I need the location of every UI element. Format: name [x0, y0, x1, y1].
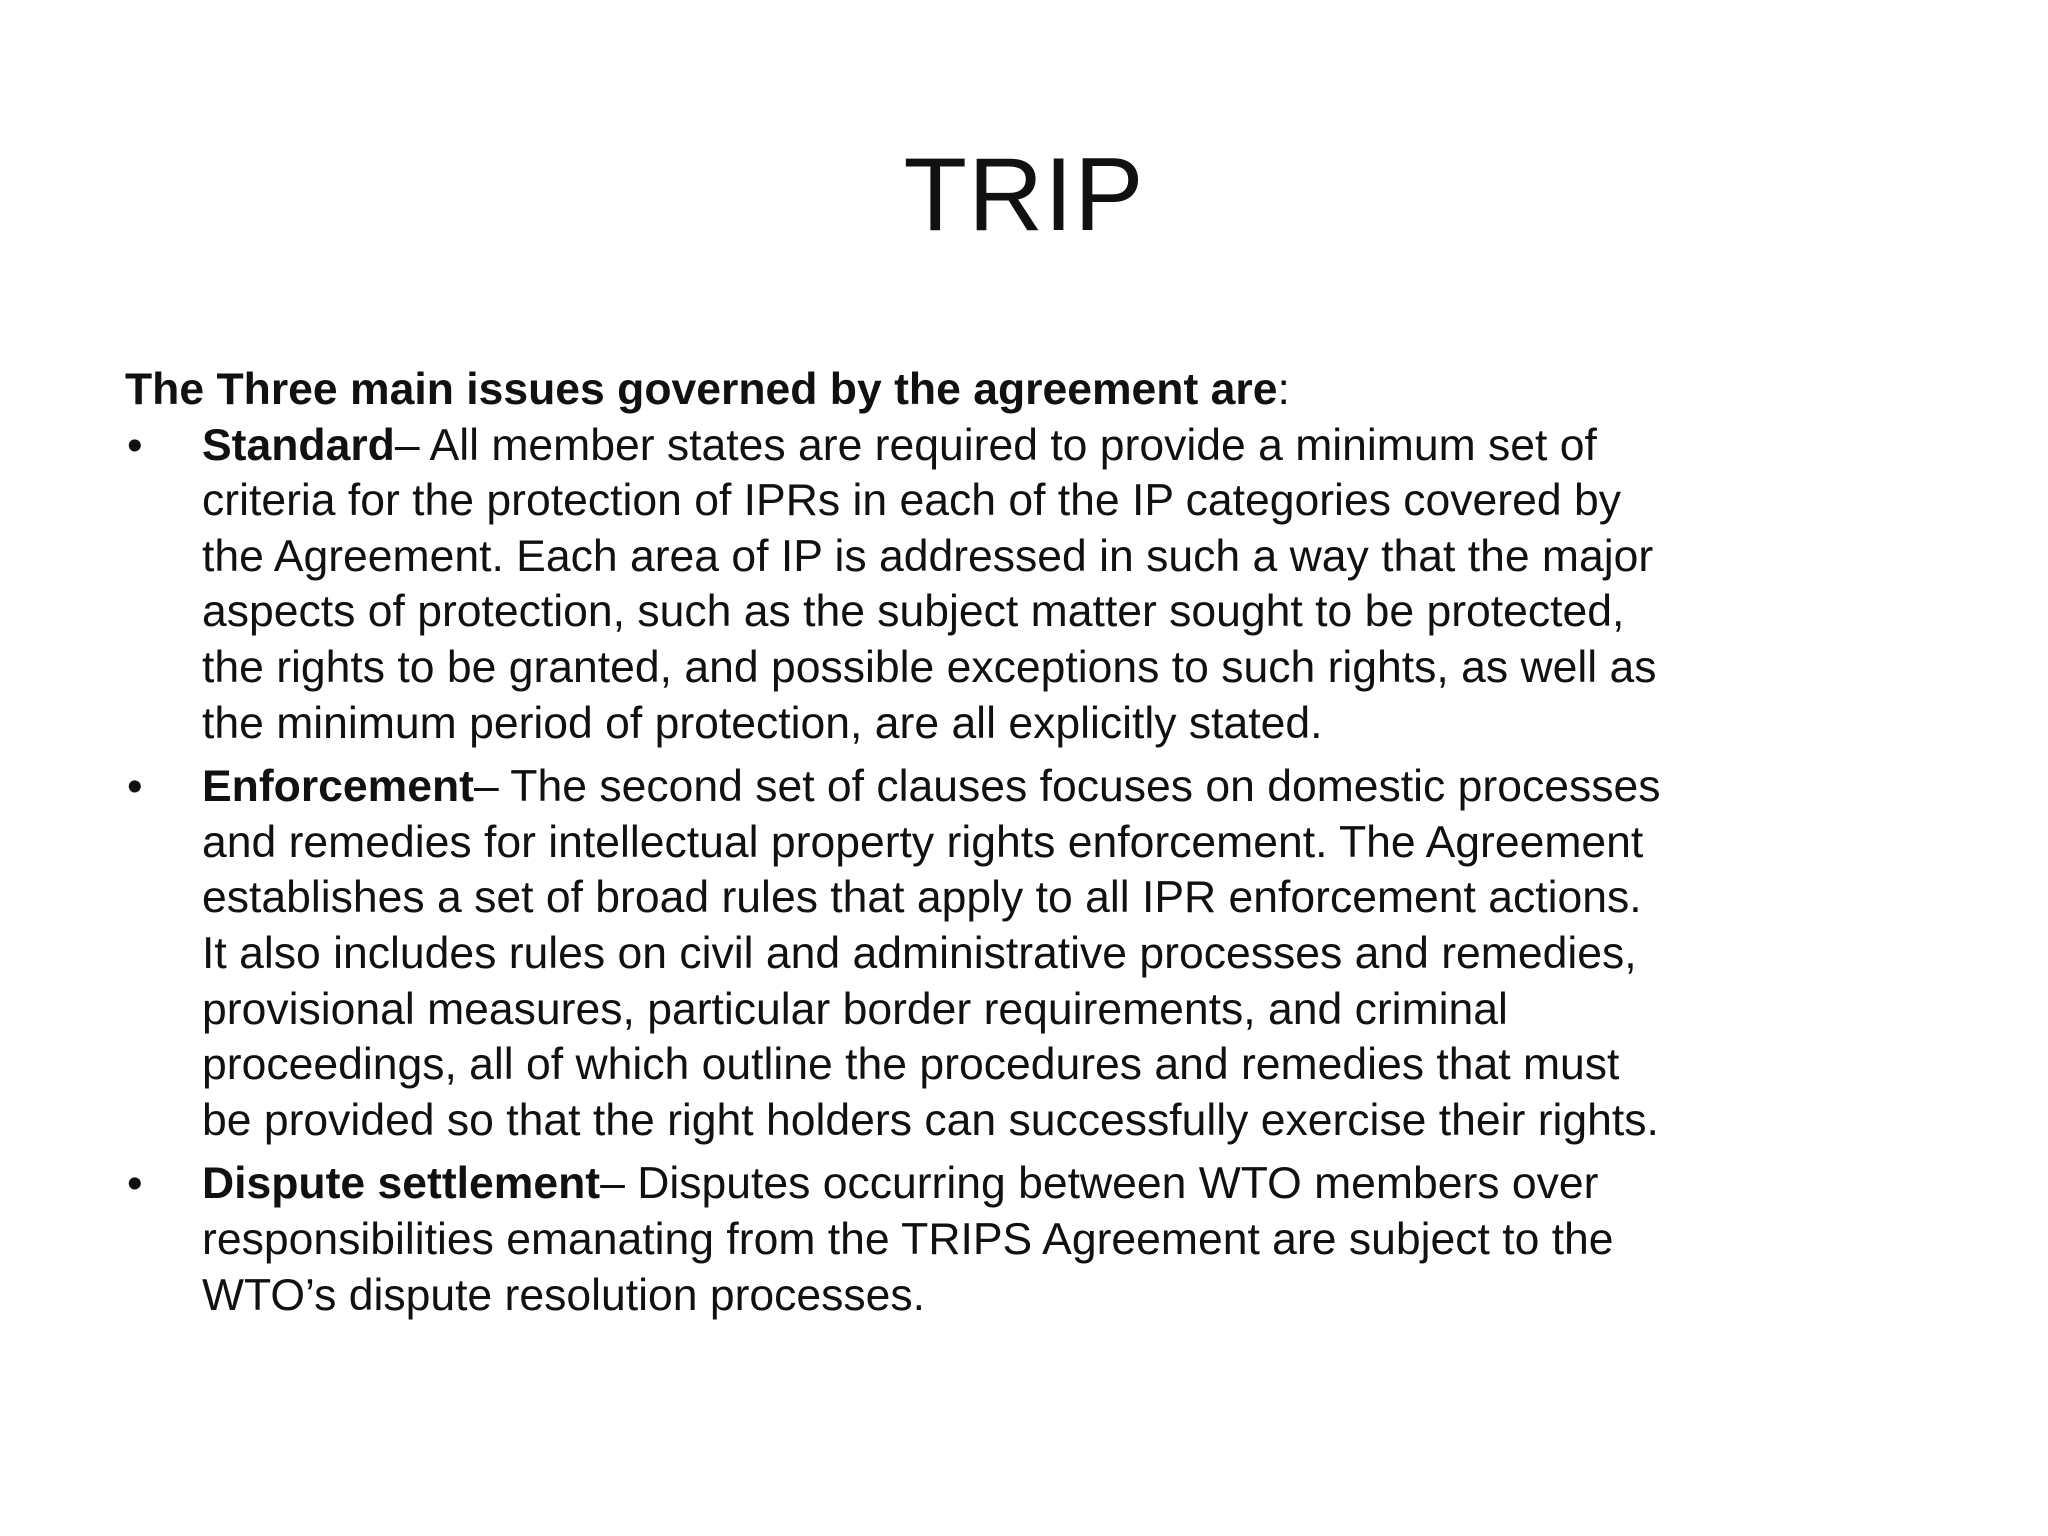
bullet-line: provisional measures, particular border requirements, and criminal — [202, 984, 1508, 1034]
bullet-dispute-settlement — [125, 1156, 1965, 1323]
bullet-line: responsibilities emanating from the TRIPS Agreement are subject to the — [202, 1214, 1614, 1264]
bullet-list — [125, 418, 1965, 1324]
bullet-marker: • — [127, 1159, 143, 1209]
bullet-line: It also includes rules on civil and administrative processes and remedies, — [202, 928, 1637, 978]
bullet-line — [202, 418, 1965, 474]
slide-title: TRIP — [903, 137, 1145, 253]
bullet-line: be provided so that the right holders can successfully exercise their rights. — [202, 1095, 1659, 1145]
bullet-term: Standard — [202, 420, 395, 470]
bullet-line: the minimum period of protection, are all explicitly stated. — [202, 698, 1323, 748]
bullet-line: the Agreement. Each area of IP is addressed in such a way that the major — [202, 531, 1654, 581]
bullet-line: WTO’s dispute resolution processes. — [202, 1270, 926, 1320]
bullet-line: aspects of protection, such as the subject matter sought to be protected, — [202, 587, 1625, 637]
bullet-line: the rights to be granted, and possible exceptions to such rights, as well as — [202, 642, 1657, 692]
slide-body — [125, 362, 1965, 1323]
bullet-text: – Disputes occurring between WTO members over — [600, 1159, 1599, 1209]
bullet-line — [202, 1156, 1965, 1212]
bullet-term: Dispute settlement — [202, 1159, 601, 1209]
bullet-term: Enforcement — [202, 762, 474, 812]
bullet-line: establishes a set of broad rules that apply to all IPR enforcement actions. — [202, 873, 1642, 923]
bullet-line: and remedies for intellectual property rights enforcement. The Agreement — [202, 817, 1644, 867]
bullet-standard — [125, 418, 1965, 752]
bullet-marker: • — [127, 762, 143, 812]
bullet-line: proceedings, all of which outline the procedures and remedies that must — [202, 1040, 1620, 1090]
bullet-line: criteria for the protection of IPRs in each of the IP categories covered by — [202, 476, 1621, 526]
intro-text — [125, 362, 1965, 418]
bullet-marker: • — [127, 420, 143, 470]
intro-colon: : — [1277, 365, 1290, 414]
intro-bold-text: The Three main issues governed by the agreement are — [125, 365, 1278, 414]
bullet-text: – All member states are required to provide a minimum set of — [394, 420, 1597, 470]
bullet-enforcement — [125, 759, 1965, 1148]
bullet-text: – The second set of clauses focuses on domestic processes — [474, 762, 1661, 812]
bullet-line — [202, 759, 1965, 815]
